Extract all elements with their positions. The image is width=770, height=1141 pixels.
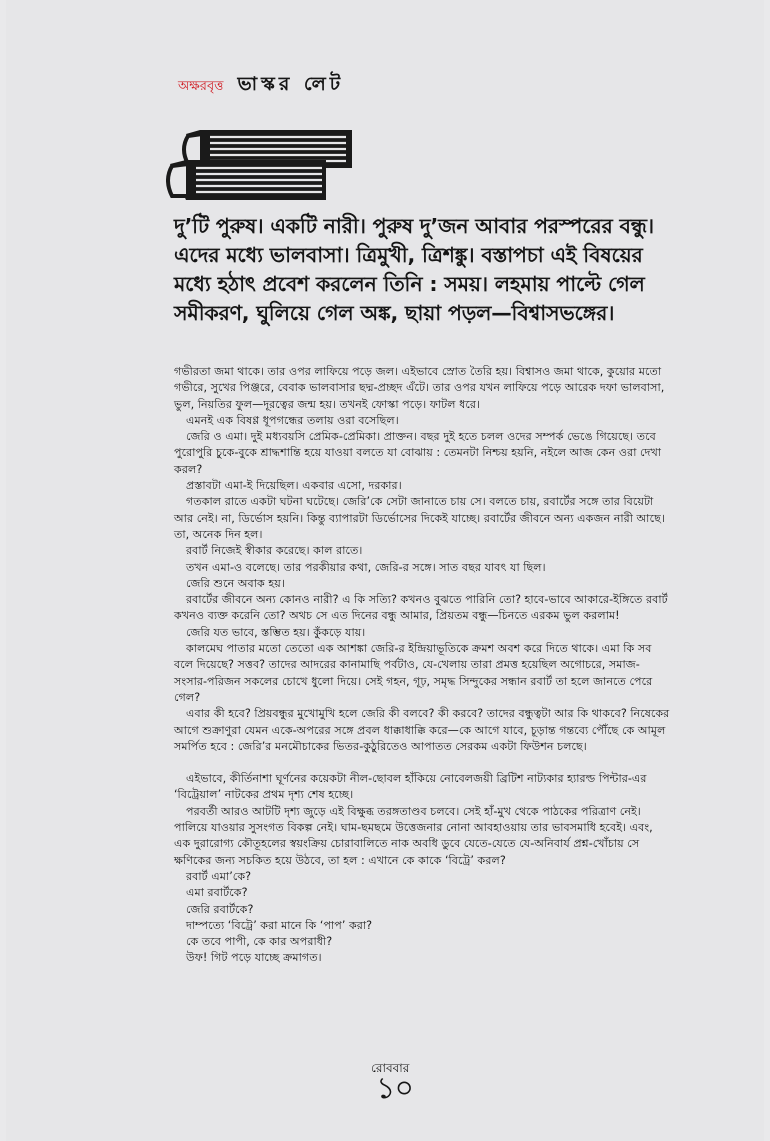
body-paragraph: গভীরতা জমা থাকে। তার ওপর লাফিয়ে পড়ে জল। এইভাবে স্রোত তৈরি হয়। বিশ্বাসও জমা থাকে, কুয়োর মতো গভীরে, সুখের পিঞ্জরে, বেবাক ভালবাসার ছদ্ম-প্রচ্ছদ এঁটে। তার ওপর যখন লাফিয়ে পড়ে আরেক দফা ভালবাসা, ভুল, নিয়তির ফুল—দূরত্বের জন্ম হয়। তখনই ফোস্কা পড়ে। ফাটল ধরে। xyxy=(174,365,665,411)
body-paragraph: তখন এমা-ও বলেছে। তার পরকীয়ার কথা, জেরি-র সঙ্গে। সাত বছর যাবৎ যা ছিল। xyxy=(186,560,546,574)
magazine-name: রোববার xyxy=(371,1061,410,1075)
body-paragraph: দাম্পত্যে ‘বিট্রে’ করা মানে কি ‘পাপ’ করা? xyxy=(186,918,373,932)
body-paragraph: জেরি যত ভাবে, স্তম্ভিত হয়। কুঁকড়ে যায়। xyxy=(186,625,366,639)
body-paragraph: রবার্টের জীবনে অন্য কোনও নারী? এ কি সত্যি? কখনও বুঝতে পারিনি তো? হাবে-ভাবে আকারে-ইঙ্গিতে রবার্ট কখনও ব্যক্ত করেনি তো? অথচ সে এত দিনের বন্ধু আমার, প্রিয়তম বন্ধু—চিনতে এরকম ভুল করলাম! xyxy=(174,593,668,623)
body-paragraph: উফ! গিট পড়ে যাচ্ছে ক্রমাগত। xyxy=(186,951,322,965)
body-paragraph: এমা রবার্টকে? xyxy=(186,886,248,900)
body-paragraph: জেরি শুনে অবাক হয়। xyxy=(186,576,285,590)
body-paragraph: এবার কী হবে? প্রিয়বন্ধুর মুখোমুখি হলে জেরি কী বলবে? কী করবে? তাদের বন্ধুত্বটা আর কি থাকবে? নিষেকের আগে শুক্রাণুরা যেমন একে-অপরের সঙ্গে প্রবল ধাক্কাধাক্কি করে—কে আগে যাবে, চূড়ান্ত গন্তব্যে পৌঁছে কে আমূল সমর্পিত হবে : জেরি’র মনমৌচাকের ভিতর-কুঠুরিতেও আপাতত সেরকম একটা ফিউশন চলছে। xyxy=(174,707,670,753)
lead-text: দু’টি পুরুষ। একটি নারী। পুরুষ দু’জন আবার পরস্পরের বন্ধু। এদের মধ্যে ভালবাসা। ত্রিমুখী, ত্রিশঙ্কু। বস্তাপচা এই বিষয়ের মধ্যে হঠাৎ প্রবেশ করলেন তিনি : সময়। লহমায় পাল্টে গেল সমীকরণ, ঘুলিয়ে গেল অঙ্ক, ছায়া পড়ল—বিশ্বাসভঙ্গের। xyxy=(174,214,654,325)
page-number: ১০ xyxy=(376,1071,413,1106)
column-name: অক্ষরবৃত্ত xyxy=(178,79,224,94)
body-paragraph: রবার্ট এমা’কে? xyxy=(186,869,252,883)
body-paragraph: কে তবে পাপী, কে কার অপরাধী? xyxy=(186,935,333,949)
body-paragraph: রবার্ট নিজেই স্বীকার করেছে। কাল রাতে। xyxy=(186,544,363,558)
body-paragraph: এইভাবে, কীর্তিনাশা ঘূর্ণনের কয়েকটা নীল-ছোবল হাঁকিয়ে নোবেলজয়ী ব্রিটিশ নাট্যকার হ্যারল্ড পিন্টার-এর ‘বিট্রেয়াল’ নাটকের প্রথম দৃশ্য শেষ হচ্ছে। xyxy=(174,772,647,802)
body-paragraph: জেরি ও এমা। দুই মধ্যবয়সি প্রেমিক-প্রেমিকা। প্রাক্তন। বছর দুই হতে চলল ওদের সম্পর্ক ভেঙে গিয়েছে। তবে পুরোপুরি চুকে-বুকে শ্রাদ্ধশান্তি হয়ে যাওয়া বলতে যা বোঝায় : তেমনটা নিশ্চয় হয়নি, নইলে আজ কেন ওরা দেখা করল? xyxy=(174,430,662,476)
body-paragraph: প্রস্তাবটা এমা-ই দিয়েছিল। একবার এসো, দরকার। xyxy=(186,479,402,493)
body-paragraph: পরবর্তী আরও আটটি দৃশ্য জুড়ে এই বিক্ষুব্ধ তরঙ্গতাণ্ডব চলবে। সেই হাঁ-মুখ থেকে পাঠকের পরিত্রাণ নেই। পালিয়ে যাওয়ার সুসংগত বিকল্প নেই। ঘাম-ছমছমে উত্তেজনার নোনা আবহাওয়ায় তার ভাবসমাধি হবেই। এবং, এক দুরারোগ্য কৌতূহলের স্বয়ংক্রিয় চোরাবালিতে নাক অবধি ডুবে যেতে-যেতে যে-অনিবার্য প্রশ্ন-খোঁচায় সে ক্ষণিকের জন্য সচকিত হয়ে উঠবে, তা হল : এখানে কে কাকে ‘বিট্রে’ করল? xyxy=(174,804,653,867)
body-paragraph: জেরি রবার্টকে? xyxy=(186,902,254,916)
magazine-page xyxy=(6,0,764,1141)
article-body xyxy=(174,364,670,967)
body-paragraph: গতকাল রাতে একটা ঘটনা ঘটেছে। জেরি’কে সেটা জানাতে চায় সে। বলতে চায়, রবার্টের সঙ্গে তার বিয়েটা আর নেই। না, ডির্ভোস হয়নি। কিন্তু ব্যাপারটা ডির্ভোসের দিকেই যাচ্ছে। রবার্টের জীবনে অন্য একজন নারী আছে। তা, অনেক দিন হল। xyxy=(174,495,665,541)
author-name: ভাস্কর লেট xyxy=(237,73,345,95)
body-paragraph: এমনই এক বিষণ্ণ ধূপগন্ধের তলায় ওরা বসেছিল। xyxy=(186,413,399,427)
section-break xyxy=(174,755,670,771)
column-header xyxy=(178,70,344,102)
stacked-books-icon xyxy=(166,122,356,202)
lead-paragraph xyxy=(174,212,674,328)
body-paragraph: কালমেঘ পাতার মতো তেতো এক আশঙ্কা জেরি-র ইন্দ্রিয়াভূতিকে ক্রমশ অবশ করে দিতে থাকে। এমা কি সব বলে দিয়েছে? সত্তব? তাদের আদরের কানামাছি পর্বটাও, যে-খেলায় তারা প্রমত্ত হয়েছিল অগোচরে, সমাজ-সংসার-পরিজন সকলের চোখে ধুলো দিয়ে। সেই গহন, গূঢ়, সমৃদ্ধ সিন্দুকের সন্ধান রবার্ট তা হলে জানতে পেরে গেল? xyxy=(174,642,653,704)
